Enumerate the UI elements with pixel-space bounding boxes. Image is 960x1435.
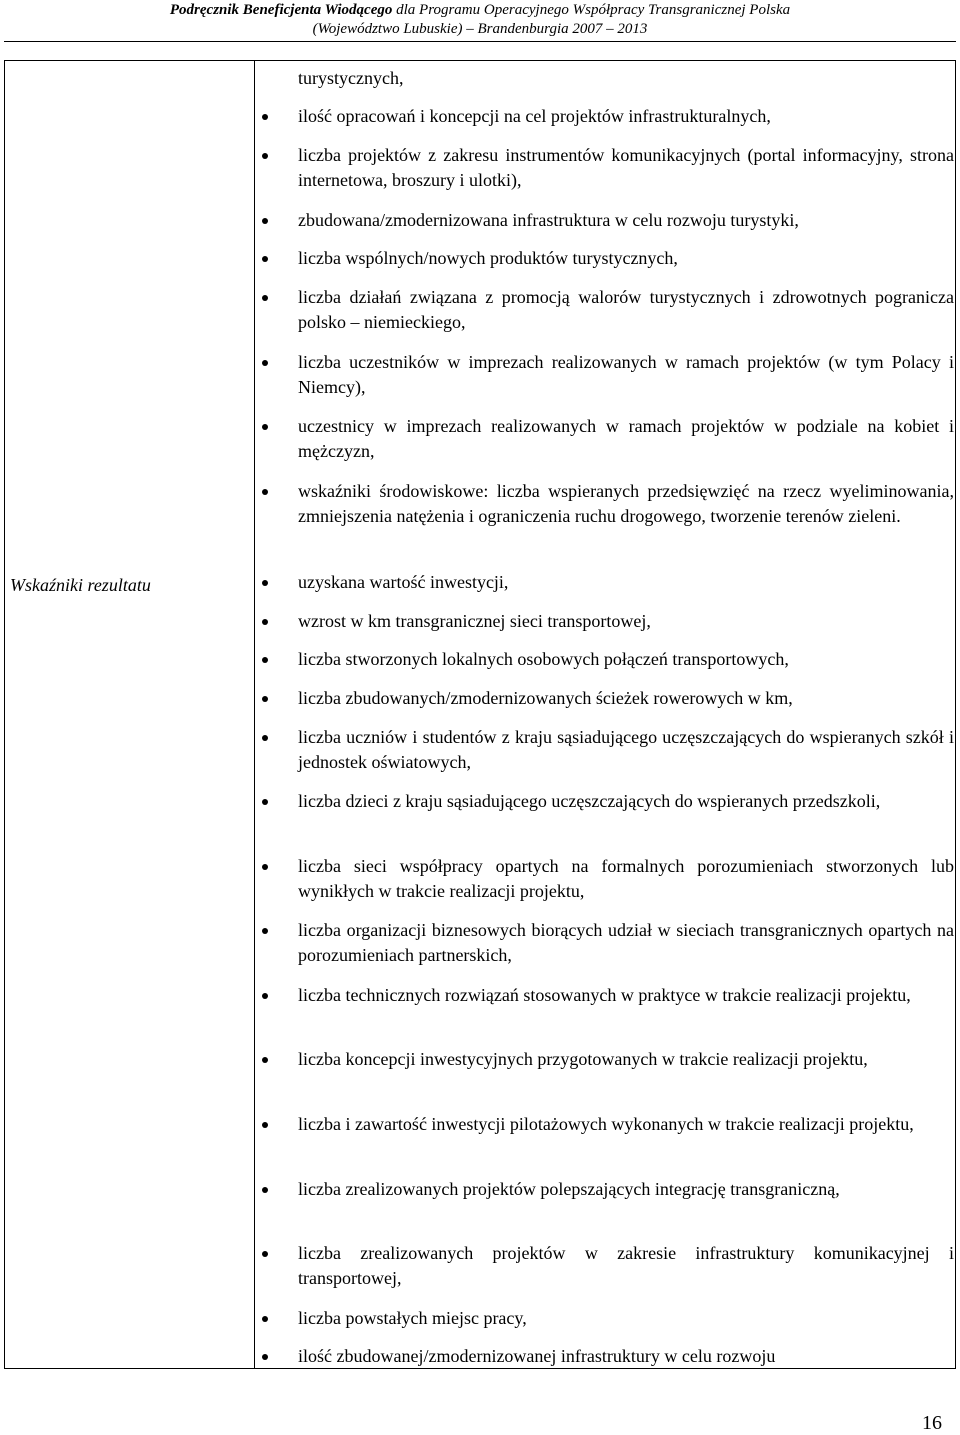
list-item-text: liczba zbudowanych/zmodernizowanych ścieżek rowerowych w km,: [298, 688, 793, 708]
page-number: 16: [922, 1412, 942, 1434]
bullet-icon: [262, 580, 268, 586]
list-item-text: turystycznych,: [298, 68, 404, 88]
list-item-text: wskaźniki środowiskowe: liczba wspieranych przedsięwzięć na rzecz wyeliminowania, zmniejszenia natężenia i ograniczenia ruchu drogowego, tworzenie terenów zieleni.: [298, 481, 954, 526]
list-item-text: liczba i zawartość inwestycji pilotażowych wykonanych w trakcie realizacji projektu,: [298, 1114, 914, 1134]
list-item-text: liczba uczniów i studentów z kraju sąsiadującego uczęszczających do wspieranych szkół i jednostek oświatowych,: [298, 727, 954, 772]
list-item-text: uzyskana wartość inwestycji,: [298, 572, 509, 592]
list-item-text: liczba stworzonych lokalnych osobowych połączeń transportowych,: [298, 649, 789, 669]
bullet-icon: [262, 696, 268, 702]
list-item-text: liczba wspólnych/nowych produktów turystycznych,: [298, 248, 678, 268]
list-item-text: liczba powstałych miejsc pracy,: [298, 1308, 527, 1328]
row-label-result-indicators: Wskaźniki rezultatu: [10, 575, 151, 595]
bullet-icon: [262, 928, 268, 934]
header-title-bold: Podręcznik Beneficjenta Wiodącego: [169, 2, 393, 18]
bullet-icon: [262, 993, 268, 999]
header-title-rest: dla Programu Operacyjnego Współpracy Transgranicznej Polska: [392, 2, 791, 18]
list-item-text: ilość zbudowanej/zmodernizowanej infrastruktury w celu rozwoju: [298, 1346, 776, 1366]
header-line-2: (Województwo Lubuskie) – Brandenburgia 2007 – 2013: [312, 21, 648, 37]
list-item-text: wzrost w km transgranicznej sieci transportowej,: [298, 611, 651, 631]
list-item-text: liczba technicznych rozwiązań stosowanych w praktyce w trakcie realizacji projektu,: [298, 985, 911, 1005]
header-rule: [4, 41, 956, 42]
list-item-text: liczba koncepcji inwestycyjnych przygotowanych w trakcie realizacji projektu,: [298, 1049, 868, 1069]
list-item-text: liczba działań związana z promocją walorów turystycznych i zdrowotnych pogranicza polsko – niemieckiego,: [298, 287, 954, 332]
bullet-icon: [262, 799, 268, 805]
bullet-icon: [262, 256, 268, 262]
bullet-icon: [262, 1187, 268, 1193]
bullet-icon: [262, 1251, 268, 1257]
bullet-icon: [262, 1122, 268, 1128]
bullet-icon: [262, 424, 268, 430]
header-line-1: [0, 0, 960, 20]
bullet-icon: [262, 1316, 268, 1322]
list-item-text: liczba zrealizowanych projektów w zakresie infrastruktury komunikacyjnej i transportowej,: [298, 1243, 954, 1288]
list-item-text: zbudowana/zmodernizowana infrastruktura w celu rozwoju turystyki,: [298, 210, 799, 230]
list-item-text: liczba dzieci z kraju sąsiadującego uczęszczających do wspieranych przedszkoli,: [298, 791, 881, 811]
bullet-icon: [262, 295, 268, 301]
list-item-text: liczba organizacji biznesowych biorących udział w sieciach transgranicznych opartych na porozumieniach partnerskich,: [298, 920, 954, 965]
bullet-icon: [262, 360, 268, 366]
list-item-text: liczba projektów z zakresu instrumentów komunikacyjnych (portal informacyjny, strona internetowa, broszury i ulotki),: [298, 145, 954, 190]
bullet-icon: [262, 619, 268, 625]
bullet-icon: [262, 114, 268, 120]
list-item-text: liczba sieci współpracy opartych na formalnych porozumieniach stworzonych lub wynikłych w trakcie realizacji projektu,: [298, 856, 954, 901]
list-item-text: uczestnicy w imprezach realizowanych w ramach projektów w podziale na kobiet i mężczyzn,: [298, 416, 954, 461]
list-item-text: liczba zrealizowanych projektów polepszających integrację transgraniczną,: [298, 1179, 840, 1199]
bullet-icon: [262, 1057, 268, 1063]
bullet-icon: [262, 153, 268, 159]
bullet-icon: [262, 489, 268, 495]
bullet-icon: [262, 1354, 268, 1360]
bullet-icon: [262, 864, 268, 870]
bullet-icon: [262, 218, 268, 224]
list-item-text: ilość opracowań i koncepcji na cel projektów infrastrukturalnych,: [298, 106, 771, 126]
column-divider: [254, 60, 255, 1369]
bullet-icon: [262, 735, 268, 741]
list-item-text: liczba uczestników w imprezach realizowanych w ramach projektów (w tym Polacy i Niemcy),: [298, 352, 954, 397]
bullet-icon: [262, 657, 268, 663]
